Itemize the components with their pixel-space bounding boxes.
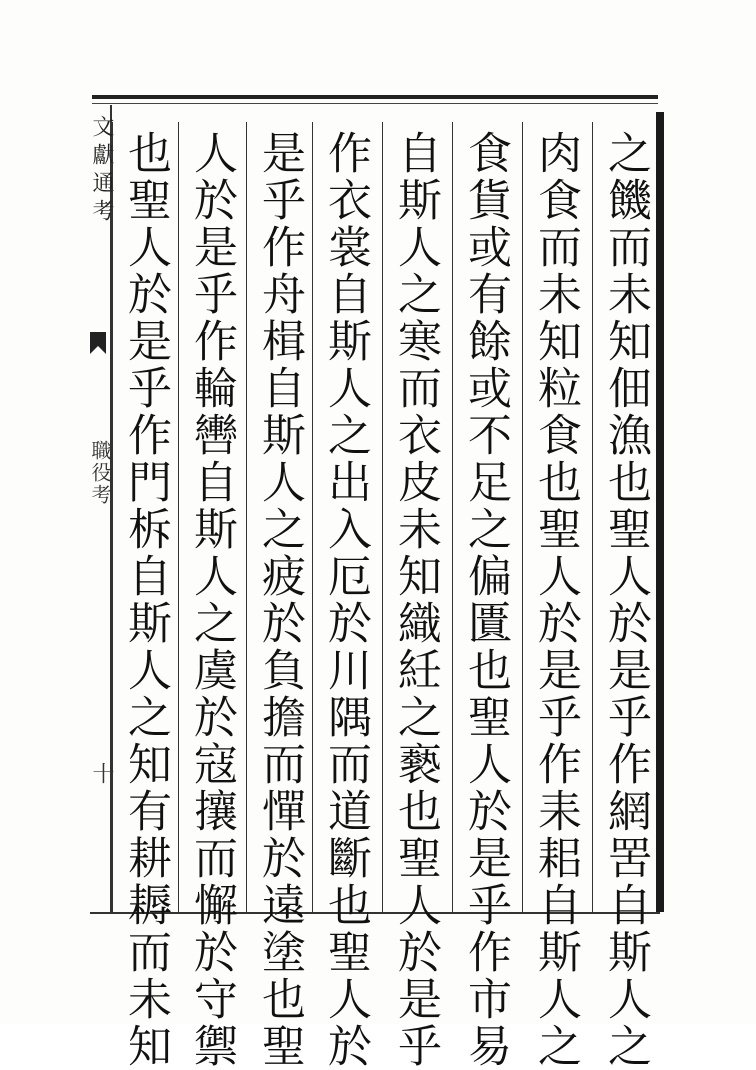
text-column-5 [312, 122, 377, 1070]
column-text: 人於是乎作輪轡自斯人之虞於寇攘而懈於守禦 [186, 130, 237, 1070]
center-margin-strip [86, 105, 112, 913]
column-text: 自斯人之寒而衣皮未知織紝之褻也聖人於是乎 [390, 130, 441, 1070]
top-border-rule [92, 95, 658, 99]
margin-page-number: 十 [89, 762, 114, 784]
column-text: 是乎作舟楫自斯人之疲於負擔而憚於遠塗也聖 [254, 130, 305, 1070]
text-column-4 [382, 122, 447, 1070]
column-text: 作衣裳自斯人之出入厄於川隅而道斷也聖人於 [320, 130, 371, 1070]
right-border-rule [656, 112, 664, 912]
text-column-2 [522, 122, 587, 1070]
top-inner-rule [92, 103, 658, 104]
text-column-3 [452, 122, 517, 1070]
text-column-6 [246, 122, 311, 1070]
column-text: 也聖人於是乎作門柝自斯人之知有耕耨而未知 [120, 130, 171, 1070]
fishtail-mark-icon [88, 330, 108, 356]
text-column-1 [592, 122, 657, 1070]
column-text: 之饑而未知佃漁也聖人於是乎作網罟自斯人之 [600, 130, 651, 1070]
column-text: 肉食而未知粒食也聖人於是乎作耒耜自斯人之 [530, 130, 581, 1070]
text-column-8 [112, 122, 177, 1070]
margin-book-title: 文獻通考 [89, 115, 114, 227]
text-column-7 [178, 122, 243, 1070]
column-text: 食貨或有餘或不足之偏匱也聖人於是乎作市易 [460, 130, 511, 1070]
margin-section-title: 職役考 [88, 440, 112, 506]
